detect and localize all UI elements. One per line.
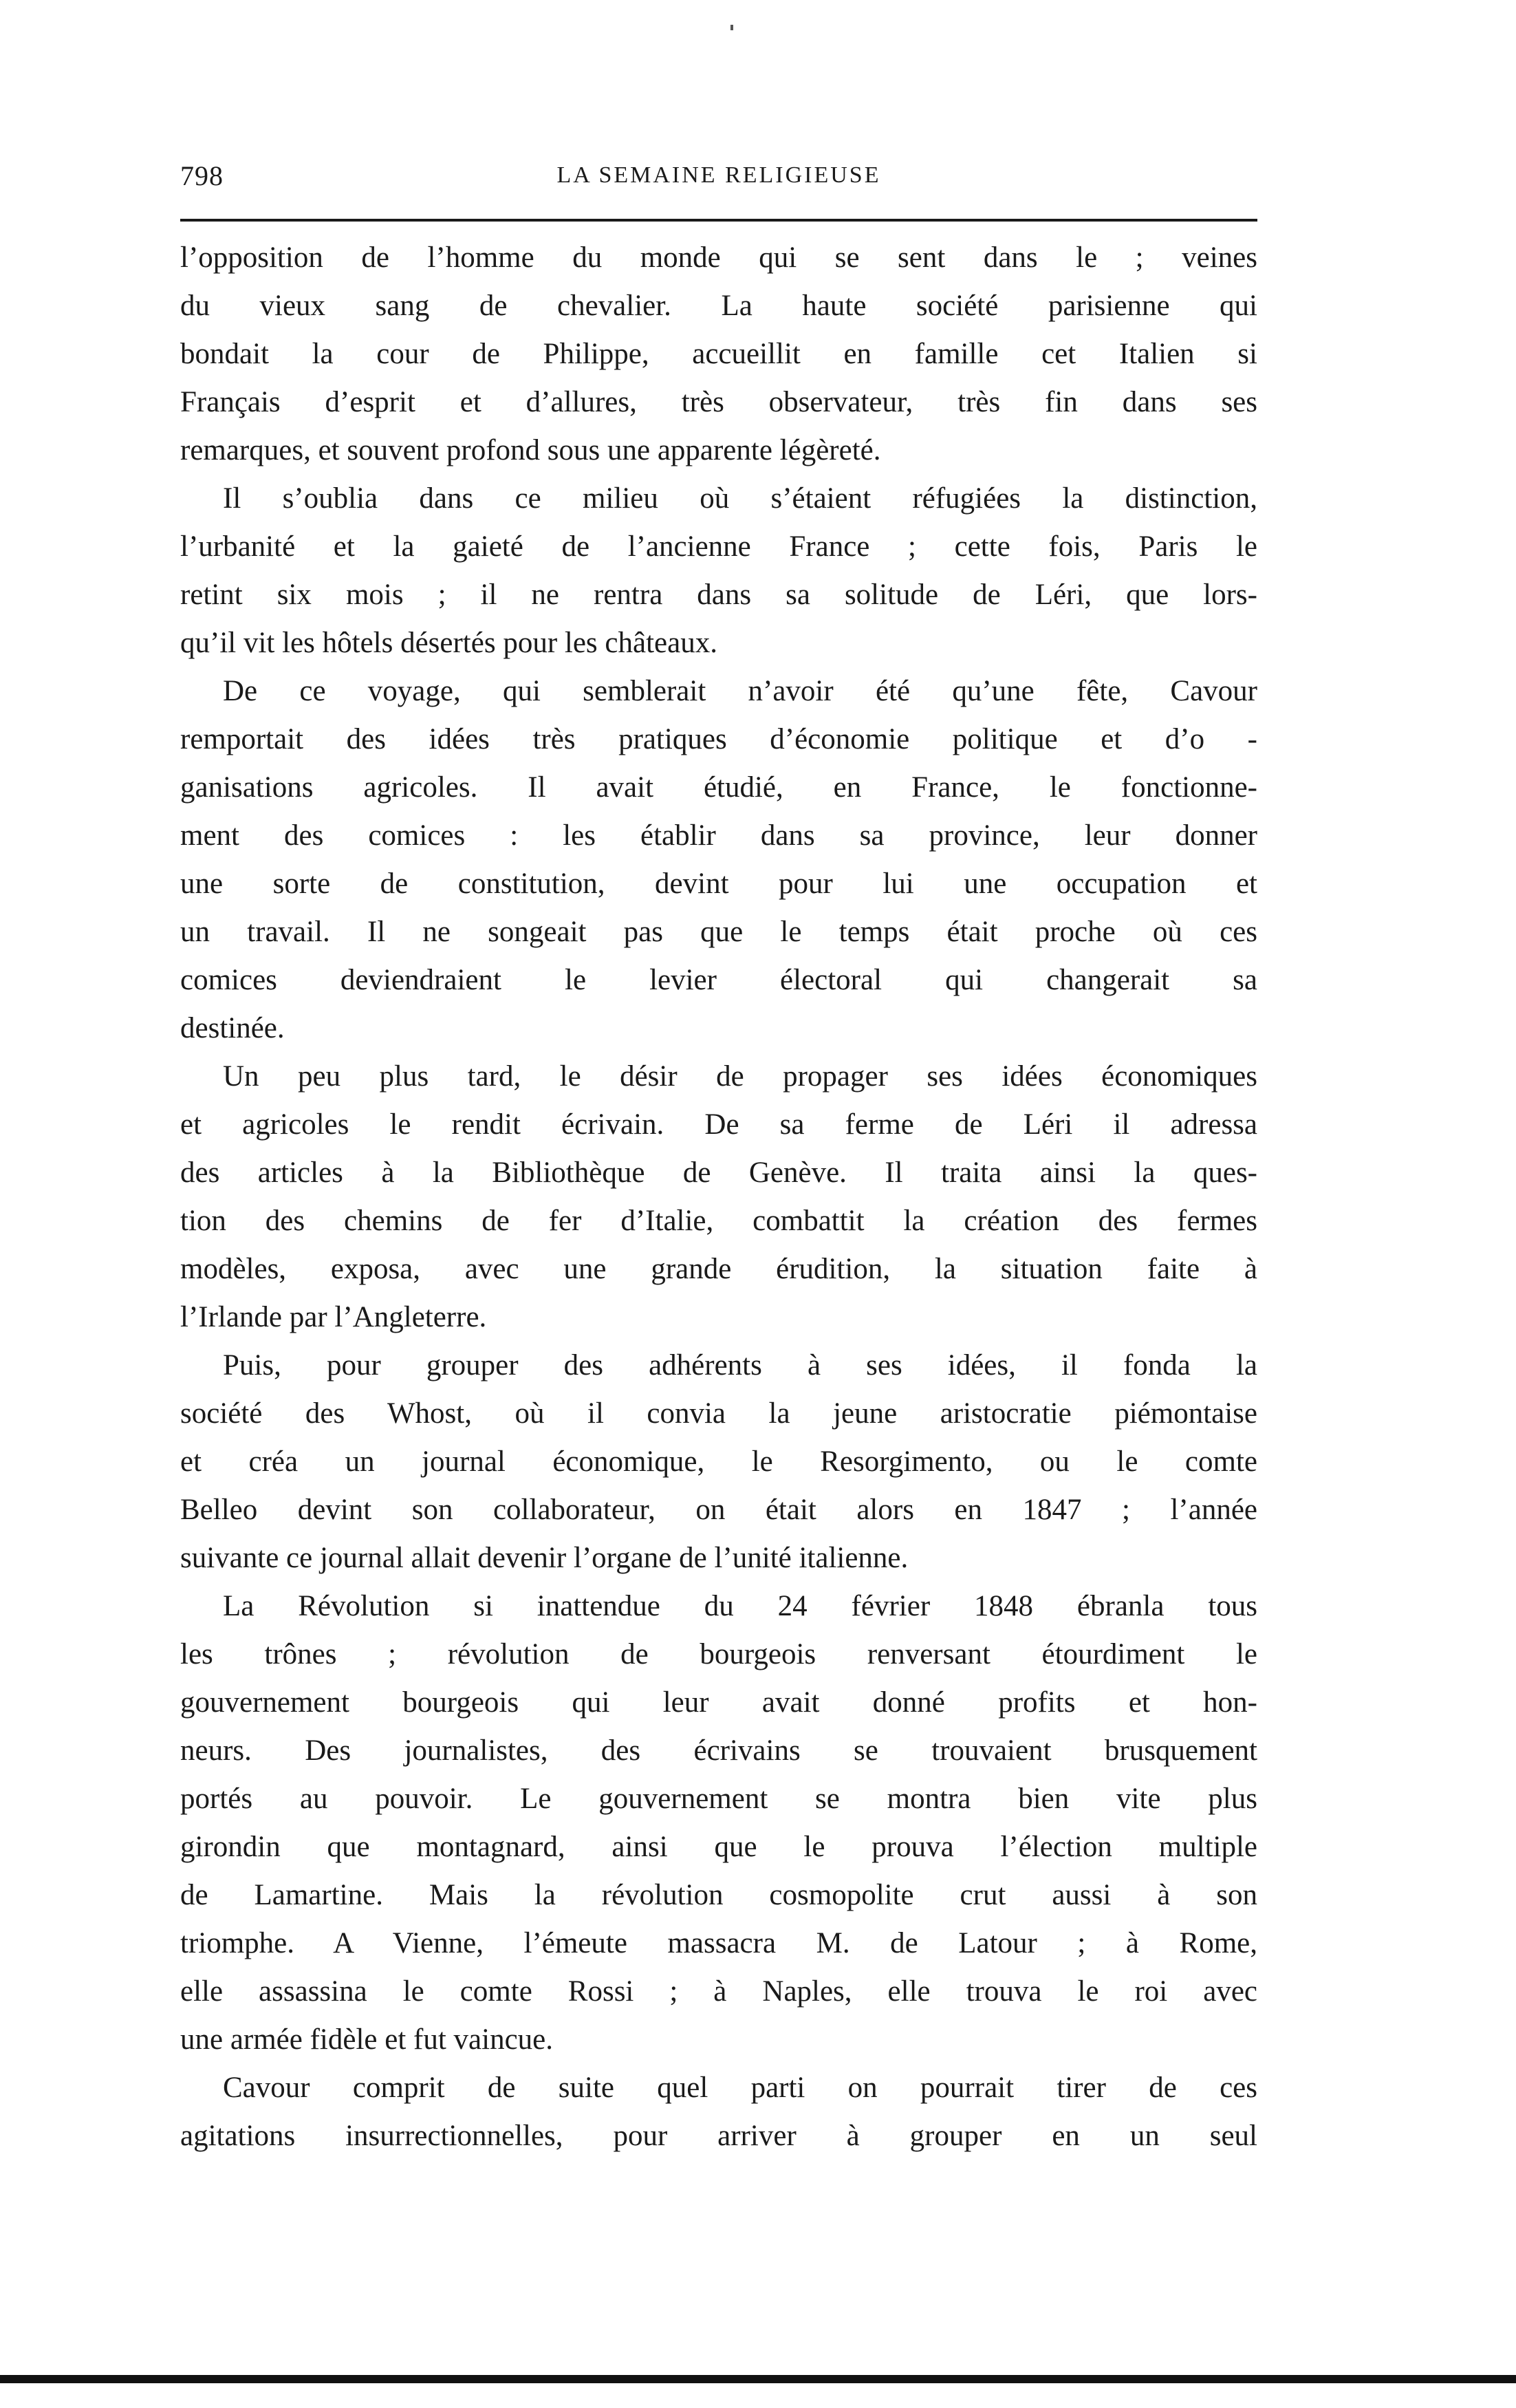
paragraph	[180, 1342, 1257, 1582]
text-line: de Lamartine. Mais la révolution cosmopolite crut aussi à son	[180, 1879, 1257, 1911]
text-line: modèles, exposa, avec une grande érudition, la situation faite à	[180, 1253, 1257, 1285]
text-line: agitations insurrectionnelles, pour arriver à grouper en un seul	[180, 2120, 1257, 2152]
text-line: De ce voyage, qui semblerait n’avoir été qu’une fête, Cavour	[223, 675, 1257, 707]
text-line: gouvernement bourgeois qui leur avait donné profits et hon-	[180, 1686, 1257, 1719]
paragraph	[180, 1582, 1257, 2064]
text-line: une sorte de constitution, devint pour lui une occupation et	[180, 868, 1257, 900]
text-line: bondait la cour de Philippe, accueillit en famille cet Italien si	[180, 338, 1257, 370]
text-line: l’opposition de l’homme du monde qui se sent dans le ; veines	[180, 241, 1257, 274]
paragraph	[180, 234, 1257, 475]
text-line: Belleo devint son collaborateur, on était alors en 1847 ; l’année	[180, 1494, 1257, 1526]
text-line: Il s’oublia dans ce milieu où s’étaient réfugiées la distinction,	[223, 482, 1257, 515]
text-line: des articles à la Bibliothèque de Genève. Il traita ainsi la ques-	[180, 1157, 1257, 1189]
header-rule	[180, 219, 1257, 222]
text-line: Puis, pour grouper des adhérents à ses idées, il fonda la	[223, 1349, 1257, 1382]
text-line: l’urbanité et la gaieté de l’ancienne France ; cette fois, Paris le	[180, 530, 1257, 563]
text-line: du vieux sang de chevalier. La haute société parisienne qui	[180, 290, 1257, 322]
text-line: qu’il vit les hôtels désertés pour les châteaux.	[180, 627, 717, 659]
text-line: remportait des idées très pratiques d’économie politique et d’o -	[180, 723, 1257, 755]
text-line: comices deviendraient le levier électoral qui changerait sa	[180, 964, 1257, 996]
text-line: l’Irlande par l’Angleterre.	[180, 1301, 487, 1333]
paragraph	[180, 475, 1257, 667]
text-line: triomphe. A Vienne, l’émeute massacra M. de Latour ; à Rome,	[180, 1927, 1257, 1959]
text-line: les trônes ; révolution de bourgeois renversant étourdiment le	[180, 1638, 1257, 1670]
text-line: un travail. Il ne songeait pas que le temps était proche où ces	[180, 916, 1257, 948]
text-line: remarques, et souvent profond sous une apparente légèreté.	[180, 434, 881, 466]
text-line: tion des chemins de fer d’Italie, combattit la création des fermes	[180, 1205, 1257, 1237]
text-line: neurs. Des journalistes, des écrivains se trouvaient brusquement	[180, 1734, 1257, 1767]
text-line: société des Whost, où il convia la jeune aristocratie piémontaise	[180, 1397, 1257, 1430]
paragraph	[180, 1053, 1257, 1342]
text-line: Français d’esprit et d’allures, très observateur, très fin dans ses	[180, 386, 1257, 418]
scan-edge-rule	[0, 2375, 1516, 2383]
text-line: La Révolution si inattendue du 24 février 1848 ébranla tous	[223, 1590, 1257, 1622]
paragraph	[180, 2064, 1257, 2160]
paragraph	[180, 667, 1257, 1053]
text-line: destinée.	[180, 1012, 285, 1044]
text-line: ganisations agricoles. Il avait étudié, en France, le fonctionne-	[180, 771, 1257, 804]
text-line: retint six mois ; il ne rentra dans sa solitude de Léri, que lors-	[180, 579, 1257, 611]
body-text	[180, 234, 1257, 2160]
scan-speck	[730, 25, 733, 30]
text-line: portés au pouvoir. Le gouvernement se montra bien vite plus	[180, 1783, 1257, 1815]
text-line: girondin que montagnard, ainsi que le prouva l’élection multiple	[180, 1831, 1257, 1863]
text-line: ment des comices : les établir dans sa province, leur donner	[180, 819, 1257, 852]
text-line: et créa un journal économique, le Resorgimento, ou le comte	[180, 1445, 1257, 1478]
text-line: Un peu plus tard, le désir de propager ses idées économiques	[223, 1060, 1257, 1093]
page-number: 798	[180, 160, 224, 191]
page-header	[180, 160, 1257, 201]
running-title: LA SEMAINE RELIGIEUSE	[556, 162, 881, 188]
text-line: et agricoles le rendit écrivain. De sa ferme de Léri il adressa	[180, 1108, 1257, 1141]
text-line: Cavour comprit de suite quel parti on pourrait tirer de ces	[223, 2072, 1257, 2104]
text-line: une armée fidèle et fut vaincue.	[180, 2023, 553, 2056]
text-line: suivante ce journal allait devenir l’organe de l’unité italienne.	[180, 1542, 909, 1574]
text-line: elle assassina le comte Rossi ; à Naples, elle trouva le roi avec	[180, 1975, 1257, 2008]
